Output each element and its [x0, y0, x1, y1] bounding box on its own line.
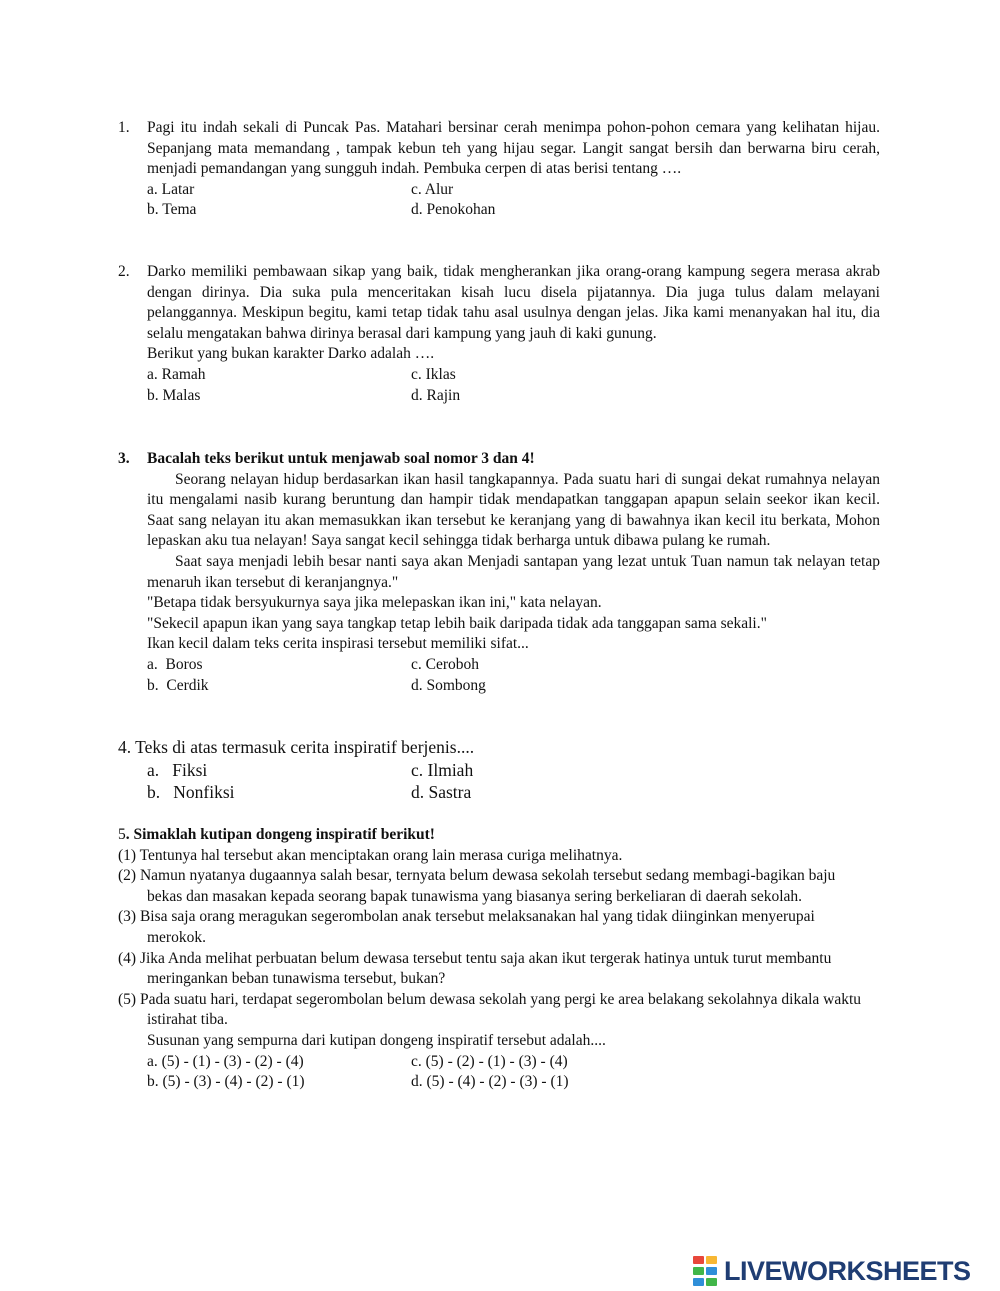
option-d: d. (5) - (4) - (2) - (3) - (1) [411, 1073, 569, 1091]
option-c: c. Ceroboh [411, 655, 480, 673]
question-3 [118, 449, 880, 696]
reading-passage [118, 470, 880, 655]
question-4 [118, 736, 880, 804]
option-b: b. Nonfiksi [147, 782, 235, 803]
sentence-item: (3) Bisa saja orang meragukan segerombolan anak tersebut melaksanakan hal yang tidak diinginkan menyerupai merokok. [118, 908, 815, 946]
option-a: a. Latar [147, 180, 195, 198]
option-d: d. Rajin [411, 386, 461, 404]
question-number: 5 [118, 826, 126, 843]
question-number: 1. [118, 119, 130, 136]
sentence-list [118, 846, 870, 1031]
sentence-item: (5) Pada suatu hari, terdapat segerombolan belum dewasa sekolah yang pergi ke area belakang sekolahnya dikala waktu istirahat tiba. [118, 990, 862, 1029]
option-c: c. (5) - (2) - (1) - (3) - (4) [411, 1052, 568, 1070]
question-prompt: Berikut yang bukan karakter Darko adalah …. [147, 345, 435, 363]
reading-heading: . Simaklah kutipan dongeng inspiratif berikut! [125, 826, 435, 843]
option-c: c. Iklas [411, 365, 456, 383]
question-2 [118, 262, 880, 406]
option-a: a. (5) - (1) - (3) - (2) - (4) [147, 1052, 304, 1070]
answer-options [118, 759, 880, 804]
answer-options [118, 180, 880, 221]
option-a: a. Ramah [147, 365, 206, 383]
question-1 [118, 118, 880, 221]
liveworksheets-logo-icon [693, 1256, 721, 1286]
sentence-item: (2) Namun nyatanya dugaannya salah besar, ternyata belum dewasa sekolah tersebut sedang membagi-bagikan baju bekas dan masakan kepada seorang bapak tunawisma yang biasanya sering berkeliaran di daerah sekolah. [118, 867, 836, 905]
reading-heading: Bacalah teks berikut untuk menjawab soal nomor 3 dan 4! [147, 450, 535, 467]
option-c: c. Ilmiah [411, 759, 474, 780]
option-b: b. (5) - (3) - (4) - (2) - (1) [147, 1073, 305, 1091]
option-b: b. Tema [147, 201, 197, 219]
option-b: b. Malas [147, 386, 201, 404]
question-text: Pagi itu indah sekali di Puncak Pas. Matahari bersinar cerah menimpa pohon-pohon cemara yang kelihatan hijau. Sepanjang mata memandang , tampak kebun teh yang hijau segar. Langit sangat bersih dan berwarna biru cerah, menjadi pemandangan yang sungguh indah. Pembuka cerpen di atas berisi tentang …. [147, 119, 880, 178]
sentence-item: (4) Jika Anda melihat perbuatan belum dewasa tersebut tentu saja akan ikut tergerak hatinya untuk turut membantu meringankan beban tunawisma tersebut, bukan? [118, 949, 832, 988]
question-number: 4. [118, 737, 132, 757]
option-b: b. Cerdik [147, 676, 209, 694]
answer-options [118, 1052, 870, 1093]
option-d: d. Sastra [411, 782, 472, 803]
passage-paragraph-2: Saat saya menjadi lebih besar nanti saya akan Menjadi santapan yang lezat untuk Tuan namun tak nelayan tetap menaruh ikan tersebut di keranjangnya." [147, 552, 880, 591]
passage-line-3: "Betapa tidak bersyukurnya saya jika melepaskan ikan ini," kata nelayan. [147, 594, 602, 612]
question-number: 3. [118, 450, 130, 467]
question-heading [118, 825, 870, 846]
answer-options [118, 655, 880, 696]
question-prompt: Ikan kecil dalam teks cerita inspirasi tersebut memiliki sifat... [147, 635, 529, 653]
option-d: d. Penokohan [411, 201, 496, 219]
option-c: c. Alur [411, 180, 454, 198]
question-text: Darko memiliki pembawaan sikap yang baik, tidak mengherankan jika orang-orang kampung segera merasa akrab dengan dirinya. Dia suka pula menceritakan kisah lucu disela pijatannya. Dia juga tulus dalam melayani pelanggannya. Meskipun begitu, kami tetap tidak tahu asal usulnya dengan jelas. Jika kami menanyakan hal itu, dia selalu mengatakan bahwa dirinya berasal dari kampung yang jauh di kaki gunung. [147, 263, 880, 342]
sentence-item: (1) Tentunya hal tersebut akan menciptakan orang lain merasa curiga melihatnya. [118, 846, 623, 864]
option-d: d. Sombong [411, 676, 486, 694]
option-a: a. Boros [147, 655, 203, 673]
liveworksheets-logo [693, 1253, 971, 1289]
answer-options [118, 365, 880, 406]
passage-paragraph-1: Seorang nelayan hidup berdasarkan ikan hasil tangkapannya. Pada suatu hari di sungai dekat rumahnya nelayan itu mengalami nasib kurang beruntung dan hampir tidak mendapatkan tanggapan apapun selain seekor ikan kecil. Saat sang nelayan itu akan memasukkan ikan tersebut ke keranjang yang di bawahnya ikan kecil itu berkata, Mohon lepaskan aku tua nelayan! Saya sangat kecil sehingga tidak berharga untuk dibawa pulang ke rumah. [147, 470, 880, 550]
option-a: a. Fiksi [147, 759, 208, 780]
passage-line-4: "Sekecil apapun ikan yang saya tangkap tetap lebih baik daripada tidak ada tanggapan sama sekali." [147, 614, 767, 632]
question-prompt: Susunan yang sempurna dari kutipan dongeng inspiratif tersebut adalah.... [147, 1031, 606, 1049]
question-number: 2. [118, 263, 130, 280]
question-text: Teks di atas termasuk cerita inspiratif berjenis.... [135, 737, 475, 757]
liveworksheets-logo-text: LIVEWORKSHEETS [724, 1255, 971, 1286]
question-5 [118, 825, 870, 1093]
